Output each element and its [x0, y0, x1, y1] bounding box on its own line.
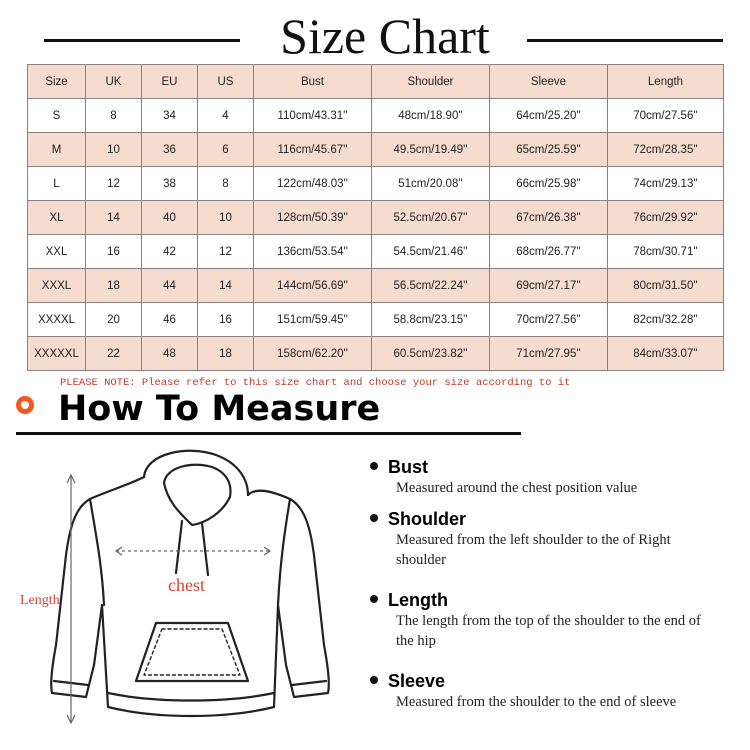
chest-label: chest: [168, 575, 205, 595]
cell-us: 6: [198, 133, 254, 167]
cell-size: XXL: [28, 235, 86, 269]
cell-us: 10: [198, 201, 254, 235]
table-header-row: [28, 65, 724, 99]
cell-eu: 44: [142, 269, 198, 303]
page-title: Size Chart: [280, 8, 490, 64]
pocket-stitch: [144, 629, 240, 675]
table-row: [28, 303, 724, 337]
how-to-rule: [16, 432, 521, 435]
cell-us: 12: [198, 235, 254, 269]
measure-label: Bust: [388, 457, 428, 477]
cell-size: XXXXL: [28, 303, 86, 337]
cell-uk: 10: [86, 133, 142, 167]
cell-sleeve: 68cm/26.77'': [490, 235, 608, 269]
drawstring-left: [176, 521, 182, 573]
header-sleeve: Sleeve: [490, 65, 608, 99]
bullet-icon: [370, 514, 378, 522]
cell-size: S: [28, 99, 86, 133]
cell-eu: 46: [142, 303, 198, 337]
measure-label: Length: [388, 590, 448, 610]
measure-desc: Measured from the left shoulder to the of Right shoulder: [396, 532, 671, 568]
measure-bust: [370, 456, 740, 498]
cell-size: XL: [28, 201, 86, 235]
cell-bust: 116cm/45.67'': [254, 133, 372, 167]
title-rule-right: [527, 39, 723, 42]
cell-uk: 18: [86, 269, 142, 303]
shoulder-seam-right: [278, 499, 290, 605]
measure-desc: Measured from the shoulder to the end of sleeve: [396, 694, 677, 710]
waistband: [108, 693, 274, 701]
cell-shoulder: 51cm/20.08'': [372, 167, 490, 201]
table-row: [28, 167, 724, 201]
cell-uk: 12: [86, 167, 142, 201]
cell-sleeve: 66cm/25.98'': [490, 167, 608, 201]
cell-size: XXXXXL: [28, 337, 86, 371]
cell-length: 72cm/28.35'': [608, 133, 724, 167]
table-row: [28, 235, 724, 269]
cell-us: 18: [198, 337, 254, 371]
cell-us: 8: [198, 167, 254, 201]
cell-us: 14: [198, 269, 254, 303]
header-bust: Bust: [254, 65, 372, 99]
size-note: PLEASE NOTE: Please refer to this size chart and choose your size according to it: [60, 377, 571, 389]
cell-uk: 8: [86, 99, 142, 133]
measure-shoulder: [370, 508, 740, 570]
measure-length: [370, 589, 740, 651]
cell-bust: 151cm/59.45'': [254, 303, 372, 337]
cell-shoulder: 56.5cm/22.24'': [372, 269, 490, 303]
cell-bust: 110cm/43.31'': [254, 99, 372, 133]
table-row: [28, 201, 724, 235]
target-icon: [16, 396, 34, 414]
bullet-icon: [370, 462, 378, 470]
table-row: [28, 133, 724, 167]
bullet-icon: [370, 595, 378, 603]
cell-bust: 128cm/50.39'': [254, 201, 372, 235]
cell-us: 4: [198, 99, 254, 133]
cell-uk: 14: [86, 201, 142, 235]
header-us: US: [198, 65, 254, 99]
cell-bust: 158cm/62.20'': [254, 337, 372, 371]
cell-shoulder: 48cm/18.90'': [372, 99, 490, 133]
cell-size: XXXL: [28, 269, 86, 303]
cell-sleeve: 69cm/27.17'': [490, 269, 608, 303]
length-label: Length: [20, 593, 60, 608]
cell-length: 78cm/30.71'': [608, 235, 724, 269]
cell-uk: 16: [86, 235, 142, 269]
cuff-right: [292, 681, 326, 685]
cell-shoulder: 49.5cm/19.49'': [372, 133, 490, 167]
hoodie-diagram: [16, 445, 346, 745]
cell-eu: 34: [142, 99, 198, 133]
shoulder-seam-left: [90, 499, 104, 605]
cell-sleeve: 65cm/25.59'': [490, 133, 608, 167]
cell-sleeve: 70cm/27.56'': [490, 303, 608, 337]
cell-us: 16: [198, 303, 254, 337]
header-eu: EU: [142, 65, 198, 99]
cell-bust: 136cm/53.54'': [254, 235, 372, 269]
cell-length: 82cm/32.28'': [608, 303, 724, 337]
measure-desc: The length from the top of the shoulder to the end of the hip: [396, 613, 701, 649]
hood-outline: [144, 451, 248, 495]
header-length: Length: [608, 65, 724, 99]
how-to-title: How To Measure: [58, 389, 381, 429]
cell-shoulder: 60.5cm/23.82'': [372, 337, 490, 371]
drawstring-right: [202, 523, 208, 575]
measure-label: Sleeve: [388, 671, 446, 691]
cell-shoulder: 52.5cm/20.67'': [372, 201, 490, 235]
header-uk: UK: [86, 65, 142, 99]
table-row: [28, 99, 724, 133]
header-shoulder: Shoulder: [372, 65, 490, 99]
cell-uk: 20: [86, 303, 142, 337]
cell-length: 74cm/29.13'': [608, 167, 724, 201]
hood-opening: [164, 465, 230, 525]
bullet-icon: [370, 676, 378, 684]
cell-eu: 40: [142, 201, 198, 235]
table-row: [28, 337, 724, 371]
measure-sleeve: [370, 670, 740, 712]
cell-shoulder: 58.8cm/23.15'': [372, 303, 490, 337]
title-bar: [0, 4, 750, 64]
cell-eu: 42: [142, 235, 198, 269]
cell-length: 70cm/27.56'': [608, 99, 724, 133]
cell-sleeve: 71cm/27.95'': [490, 337, 608, 371]
cell-size: M: [28, 133, 86, 167]
cell-length: 84cm/33.07'': [608, 337, 724, 371]
cell-eu: 48: [142, 337, 198, 371]
cell-sleeve: 64cm/25.20'': [490, 99, 608, 133]
title-rule-left: [44, 39, 240, 42]
cell-eu: 38: [142, 167, 198, 201]
cell-length: 80cm/31.50'': [608, 269, 724, 303]
cell-eu: 36: [142, 133, 198, 167]
cell-size: L: [28, 167, 86, 201]
cell-uk: 22: [86, 337, 142, 371]
cell-bust: 144cm/56.69'': [254, 269, 372, 303]
table-row: [28, 269, 724, 303]
cell-sleeve: 67cm/26.38'': [490, 201, 608, 235]
measure-desc: Measured around the chest position value: [396, 480, 638, 496]
size-table: [27, 64, 724, 371]
header-size: Size: [28, 65, 86, 99]
cell-length: 76cm/29.92'': [608, 201, 724, 235]
cell-bust: 122cm/48.03'': [254, 167, 372, 201]
measure-label: Shoulder: [388, 509, 467, 529]
cell-shoulder: 54.5cm/21.46'': [372, 235, 490, 269]
